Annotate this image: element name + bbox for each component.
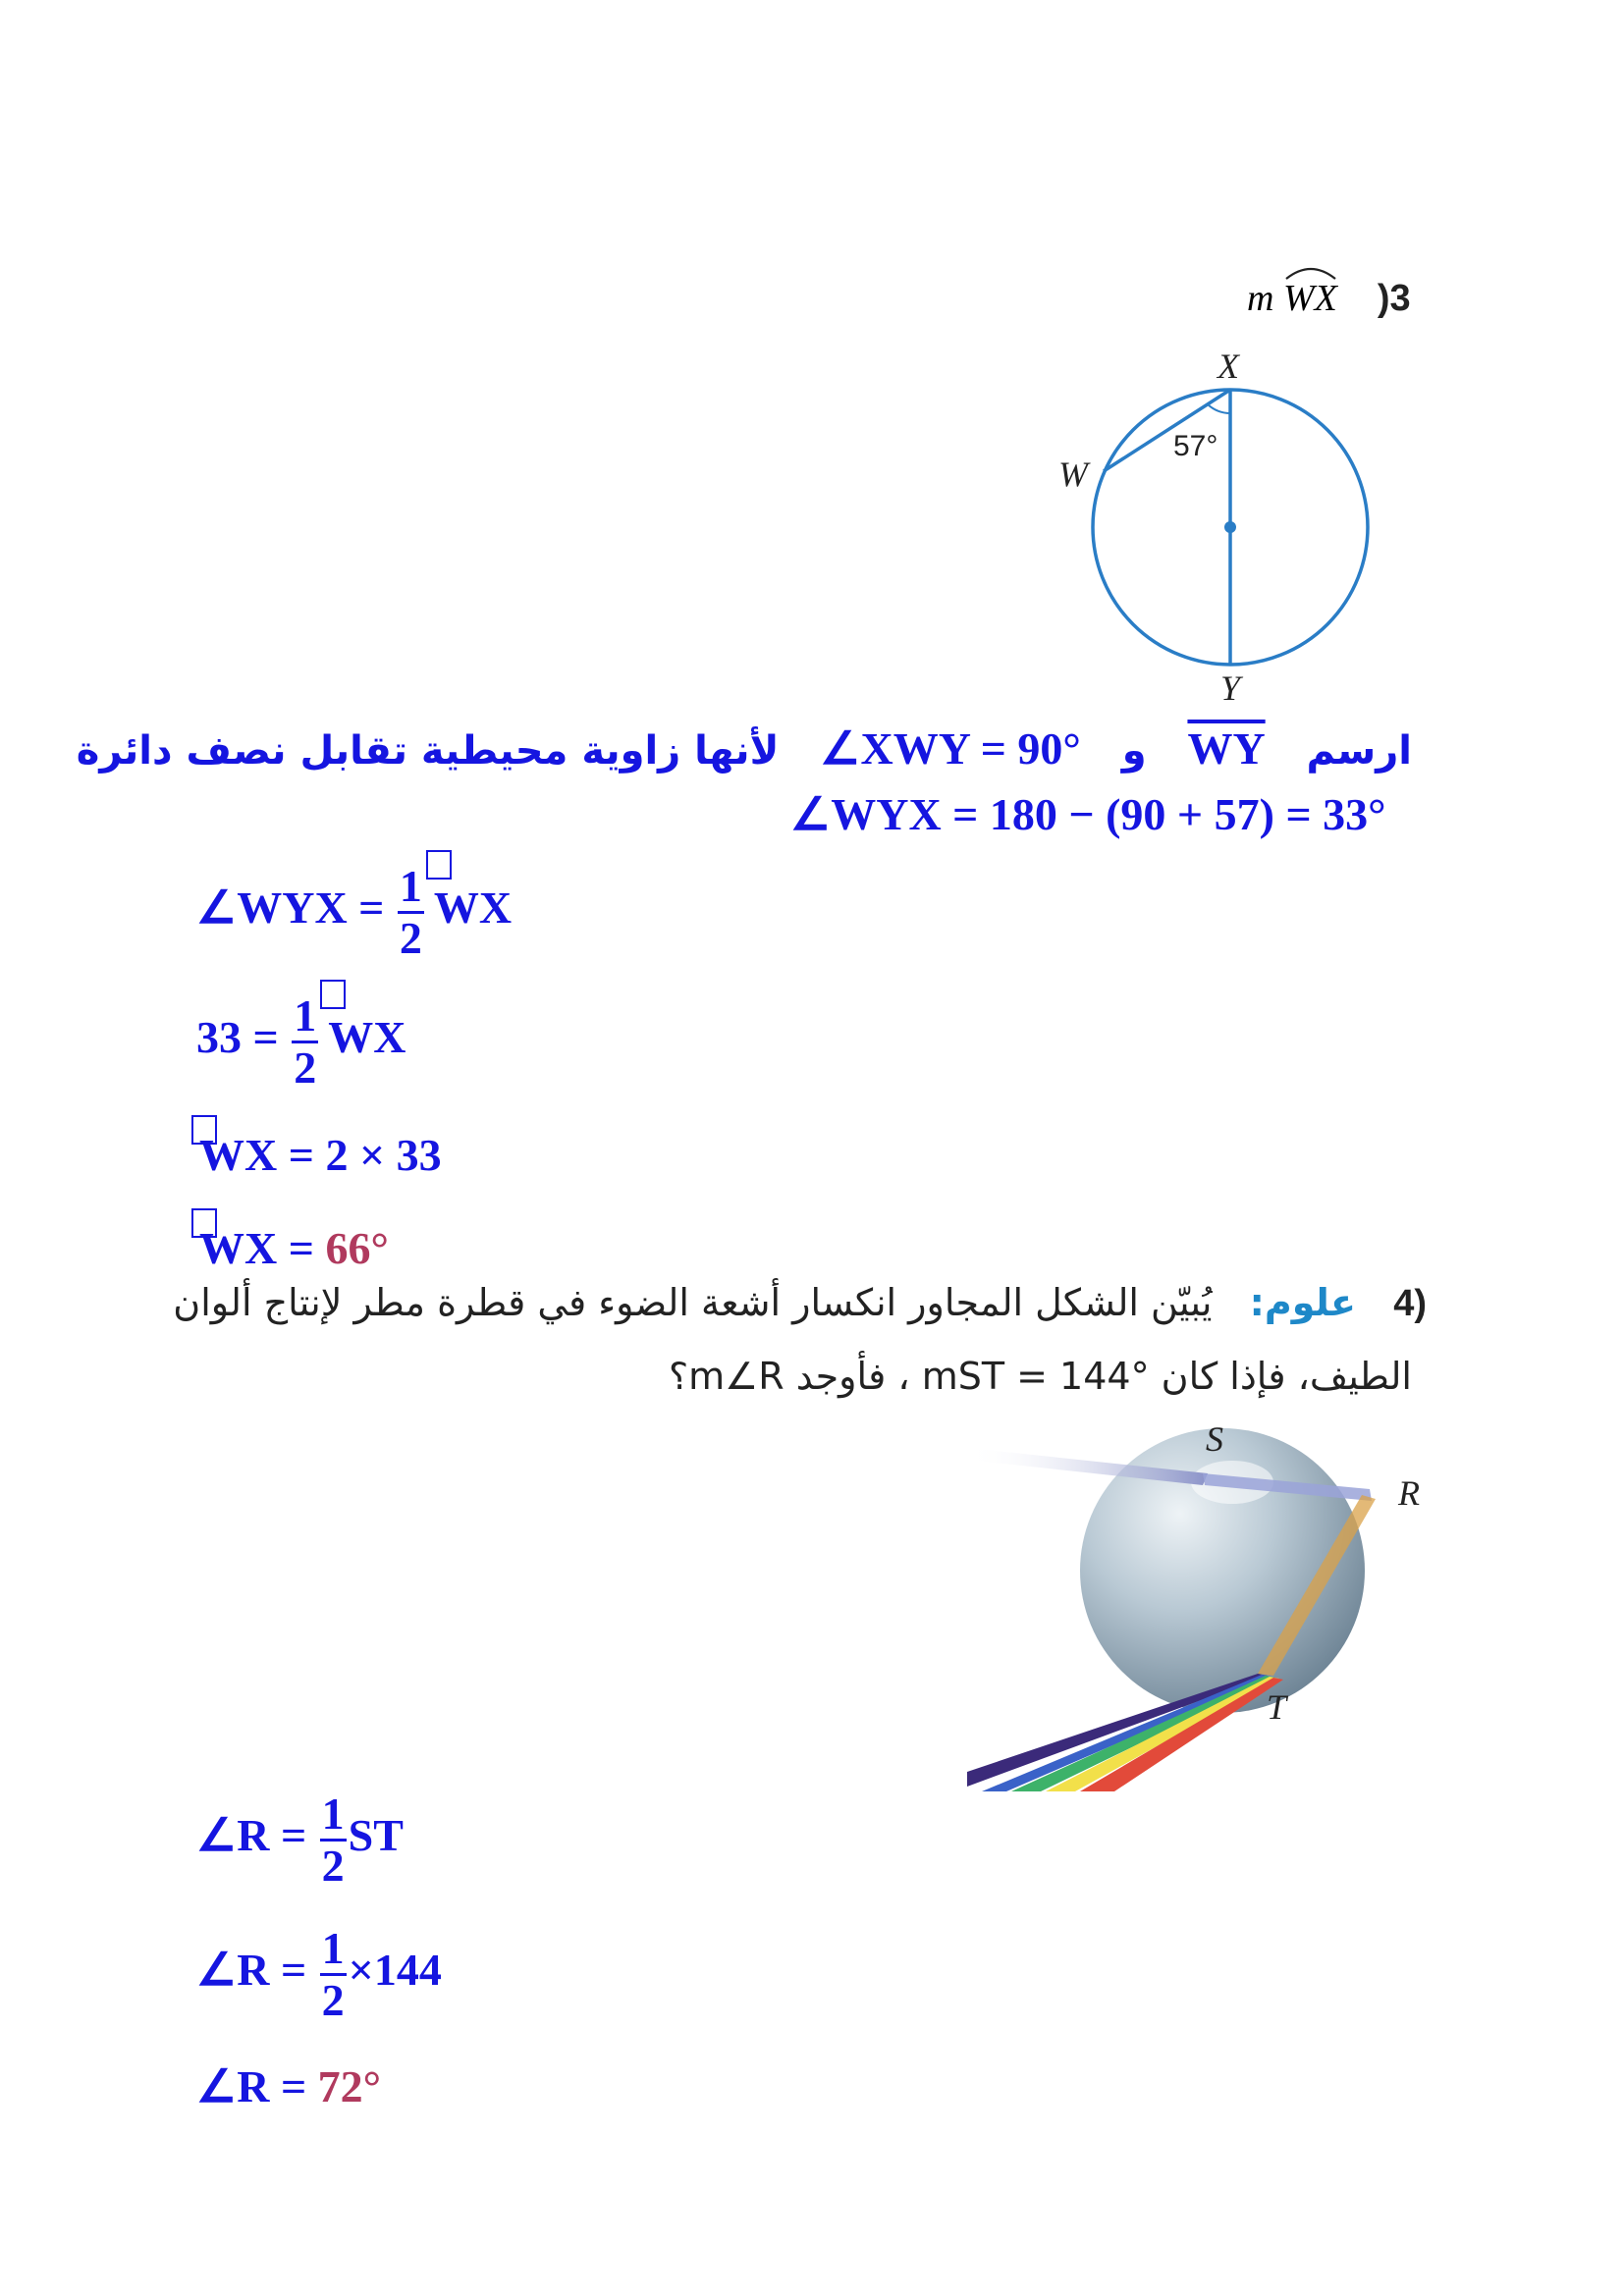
arc-placeholder-icon [426,850,452,880]
q3-paren: ) [1377,278,1390,319]
q3-prompt-m: m [1247,278,1274,319]
q4-eq1-right: ST [348,1810,404,1861]
q3-eq2 [196,990,406,1093]
q4-eq2-left: ∠R = [196,1945,307,1996]
label-t: T [1267,1687,1287,1727]
arc-placeholder-icon [191,1115,217,1145]
eq3-rest: = 2 × 33 [277,1130,442,1180]
q3-prompt-arc: WX [1283,277,1337,320]
q4-eq1-left: ∠R = [196,1810,307,1861]
q4-text-line1: يُبيّن الشكل المجاور انكسار أشعة الضوء في قطرة مطر لإنتاج ألوان [173,1281,1213,1324]
q4-number: 4) [1393,1283,1427,1324]
label-s: S [1206,1419,1223,1459]
eq1-right: WX [433,882,513,934]
q4-eq2-fraction: $\frac{1}{2}$ [321,1923,345,2025]
q4-answer: 72° [317,2061,382,2111]
q4-line2: الطيف، فإذا كان mST = 144° ، فأوجد m∠R؟ [668,1355,1412,1398]
label-x: X [1217,347,1239,386]
label-w: W [1058,454,1088,494]
label-y: Y [1220,668,1241,708]
eq1-left: ∠WYX = [196,882,385,934]
q4-eq3-left: ∠R = [196,2061,318,2111]
spectrum-green [1011,1676,1275,1791]
q3-eq4 [191,1222,389,1274]
q4-eq3 [196,2059,381,2112]
line1-reason: لأنها زاوية محيطية تقابل نصف دائرة [76,728,780,774]
arc-placeholder-icon [320,980,346,1009]
q4-line1 [173,1281,1427,1325]
angle-label: 57° [1173,430,1218,462]
eq2-fraction: $\frac{1}{2}$ [294,990,317,1093]
q3-eq1 [196,861,513,963]
line1-angle: ∠XWY = 90° [820,723,1081,774]
q4-eq2-right: ×144 [348,1945,442,1996]
eq3-arc: WX [199,1130,278,1180]
q4-eq1 [196,1791,404,1889]
q3-number: 3 [1389,278,1411,319]
q4-eq1-fraction: $\frac{1}{2}$ [321,1789,345,1891]
q3-answer: 66° [325,1223,389,1273]
eq2-right: WX [328,1012,406,1063]
arc-placeholder-icon [191,1208,217,1238]
q3-solution-line1 [77,721,1412,774]
q4-eq2 [196,1923,442,2025]
eq1-fraction: $\frac{1}{2}$ [399,861,422,963]
center-point [1224,521,1236,533]
angle-arc [1208,404,1230,413]
eq2-left: 33 = [196,1012,279,1063]
q3-solution-line2: ∠WYX = 180 − (90 + 57) = 33° [790,789,1386,839]
q4-subject: علوم: [1249,1281,1357,1324]
line1-draw-word: ارسم [1306,728,1412,774]
line1-segment: $\overline{WY}$ [1187,723,1266,774]
line1-and: و [1121,728,1147,774]
eq4-equals: = [277,1223,326,1273]
eq4-arc: WX [199,1223,278,1273]
q3-circle-figure [1041,348,1394,721]
label-r: R [1398,1473,1420,1513]
raindrop-figure [967,1418,1438,1791]
q3-heading [1247,277,1411,320]
q3-eq3 [191,1129,442,1181]
